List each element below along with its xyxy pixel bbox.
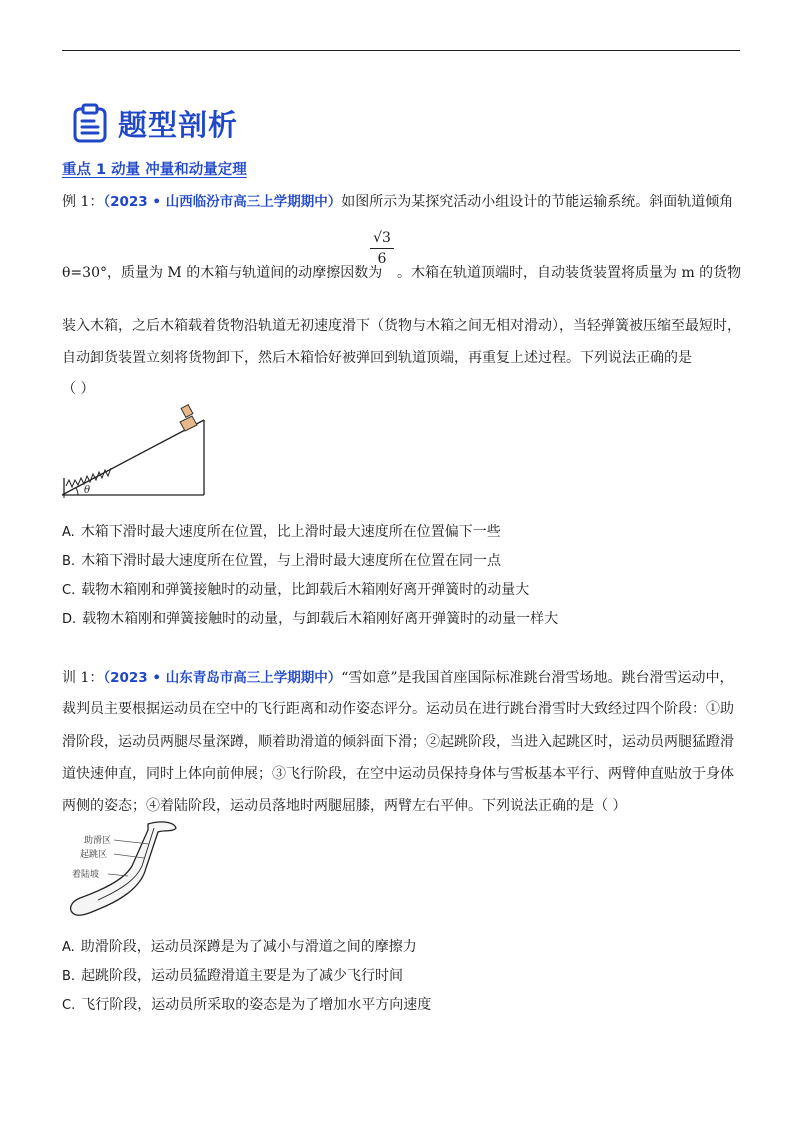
option-letter: B. — [62, 969, 76, 984]
option-letter: B. — [62, 554, 76, 569]
example1-line5: （ ） — [62, 381, 95, 397]
fraction-numerator: √3 — [370, 230, 394, 249]
example-tag: 例 1： — [62, 194, 104, 210]
option-text: 载物木箱刚和弹簧接触时的动量，比卸载后木箱刚好离开弹簧时的动量大 — [81, 582, 530, 598]
example-text: 如图所示为某探究活动小组设计的节能运输系统。斜面轨道倾角 — [341, 194, 734, 210]
section-header — [72, 100, 238, 146]
example1-line2b — [397, 262, 741, 282]
training-source: （2023 • 山东青岛市高三上学期期中） — [103, 670, 342, 686]
training1-line1 — [62, 666, 734, 687]
training1-option-a[interactable] — [62, 936, 417, 956]
option-text: 木箱下滑时最大速度所在位置，与上滑时最大速度所在位置在同一点 — [81, 553, 502, 569]
option-text: 飞行阶段，运动员所采取的姿态是为了增加水平方向速度 — [81, 997, 432, 1013]
example1-option-b[interactable] — [62, 550, 501, 570]
ski-jump-figure — [62, 818, 222, 926]
crate — [180, 405, 197, 431]
example1-option-a[interactable] — [62, 521, 501, 541]
option-letter: A. — [62, 525, 75, 540]
key-point-heading: 重点 1 动量 冲量和动量定理 — [62, 162, 247, 178]
training-tag: 训 1： — [62, 670, 104, 686]
fraction — [370, 230, 394, 267]
example1-line1 — [62, 190, 733, 211]
option-letter: D. — [62, 612, 77, 627]
angle-label: θ — [84, 485, 91, 496]
example-source: （2023 • 山西临汾市高三上学期期中） — [103, 194, 342, 210]
clipboard-icon — [72, 103, 108, 143]
example-text: θ=30°，质量为 M 的木箱与轨道间的动摩擦因数为 — [62, 265, 383, 281]
option-letter: C. — [62, 583, 76, 598]
example1-option-d[interactable] — [62, 608, 558, 628]
option-text: 助滑阶段，运动员深蹲是为了减小与滑道之间的摩擦力 — [80, 939, 417, 955]
example-text: 。木箱在轨道顶端时，自动装货装置将质量为 m 的货物 — [397, 265, 742, 281]
incline-figure — [62, 400, 212, 500]
training-text: “雪如意”是我国首座国际标准跳台滑雪场地。跳台滑雪运动中， — [341, 670, 734, 686]
training1-line4: 道快速伸直，同时上体向前伸展；③飞行阶段，在空中运动员保持身体与雪板基本平行、两臂伸直贴放于身体 — [62, 766, 734, 782]
training1-line3: 滑阶段，运动员两腿尽量深蹲，顺着助滑道的倾斜面下滑；②起跳阶段，当进入起跳区时，运动员两腿猛蹬滑 — [62, 734, 734, 750]
section-title: 题型剖析 — [118, 107, 239, 142]
training1-option-b[interactable] — [62, 965, 403, 985]
training1-line5: 两侧的姿态；④着陆阶段，运动员落地时两腿屈膝，两臂左右平伸。下列说法正确的是（ ） — [62, 798, 627, 814]
example1-line4: 自动卸货装置立刻将货物卸下，然后木箱恰好被弹回到轨道顶端，再重复上述过程。下列说法正确的是 — [62, 350, 692, 366]
option-letter: A. — [62, 940, 75, 955]
example1-line3: 装入木箱，之后木箱载着货物沿轨道无初速度滑下（货物与木箱之间无相对滑动），当轻弹簧被压缩至最短时， — [62, 318, 741, 334]
figure-label-landing: 着陆坡 — [72, 870, 100, 880]
option-letter: C. — [62, 998, 76, 1013]
training1-line2: 裁判员主要根据运动员在空中的飞行距离和动作姿态评分。运动员在进行跳台滑雪时大致经过四个阶段：①助 — [62, 701, 734, 717]
option-text: 木箱下滑时最大速度所在位置，比上滑时最大速度所在位置偏下一些 — [80, 524, 501, 540]
example1-line2a — [62, 262, 382, 282]
option-text: 起跳阶段，运动员猛蹬滑道主要是为了减少飞行时间 — [81, 968, 404, 984]
example1-option-c[interactable] — [62, 579, 529, 599]
training1-option-c[interactable] — [62, 994, 431, 1014]
fraction-denominator: 6 — [377, 251, 387, 267]
figure-label-takeoff: 起跳区 — [80, 850, 108, 860]
option-text: 载物木箱刚和弹簧接触时的动量，与卸载后木箱刚好离开弹簧时的动量一样大 — [82, 611, 559, 627]
figure-label-approach: 助滑区 — [84, 836, 112, 846]
top-rule — [62, 50, 740, 51]
